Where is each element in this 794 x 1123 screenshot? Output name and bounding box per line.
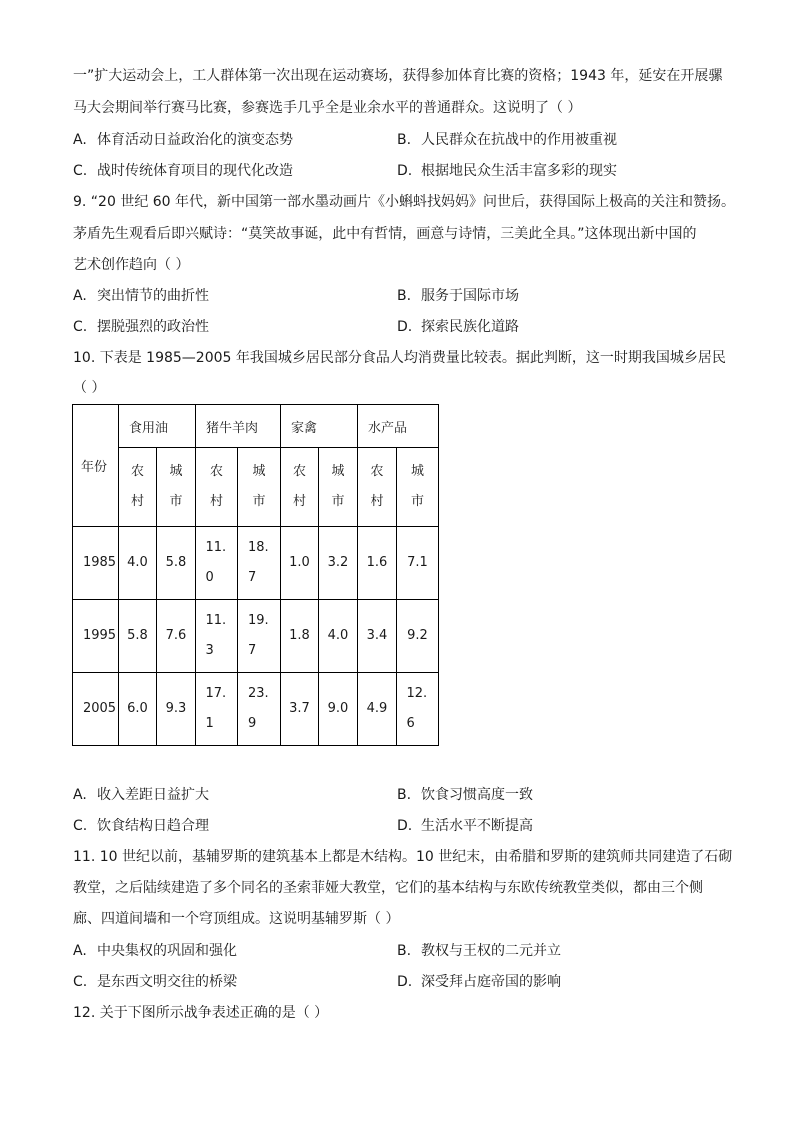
subheader-rural [119, 448, 157, 527]
option-key: D. [397, 818, 413, 834]
q9-option-b[interactable] [397, 286, 519, 306]
table-cell: 6.0 [119, 673, 157, 746]
q12-stem-line-1: 12. 关于下图所示战争表述正确的是（ ） [73, 1005, 329, 1021]
table-cell: 5.8 [119, 600, 157, 673]
subheader-text: 农村 [292, 464, 306, 509]
table-cell [196, 673, 238, 746]
table-row [73, 527, 439, 600]
table-cell: 5.8 [157, 527, 196, 600]
q9-stem-line-1: 9. “20 世纪 60 年代，新中国第一部水墨动画片《小蝌蚪找妈妈》问世后，获得国际上极高的关注和赞扬。 [73, 194, 736, 210]
option-key: B. [397, 132, 412, 148]
subheader-text: 农村 [370, 464, 384, 509]
cell-text: 19.7 [248, 613, 269, 658]
option-key: A. [73, 787, 87, 803]
option-text: 突出情节的曲折性 [97, 288, 209, 304]
option-text: 战时传统体育项目的现代化改造 [97, 163, 293, 179]
q11-option-d[interactable] [397, 972, 561, 992]
option-text: 教权与王权的二元并立 [421, 943, 561, 959]
subheader-rural [358, 448, 397, 527]
q8-option-c[interactable] [73, 161, 293, 181]
subheader-text: 农村 [130, 464, 144, 509]
q10-option-c[interactable] [73, 816, 209, 836]
option-key: B. [397, 288, 412, 304]
option-key: A. [73, 288, 87, 304]
row-year: 1985 [73, 527, 119, 600]
table-cell [196, 600, 238, 673]
option-text: 饮食习惯高度一致 [421, 787, 533, 803]
q9-stem-line-3: 艺术创作趋向（ ） [73, 257, 190, 273]
table-cell [196, 527, 238, 600]
option-text: 摆脱强烈的政治性 [97, 319, 209, 335]
subheader-urban [238, 448, 281, 527]
q10-option-a[interactable] [73, 785, 209, 805]
option-text: 是东西文明交往的桥梁 [97, 974, 237, 990]
subheader-rural [281, 448, 319, 527]
option-key: B. [397, 787, 412, 803]
q11-stem-line-2: 教堂，之后陆续建造了多个同名的圣索菲娅大教堂，它们的基本结构与东欧传统教堂类似，都由三个侧 [73, 880, 703, 896]
option-key: A. [73, 943, 87, 959]
subheader-urban [157, 448, 196, 527]
q11-option-b[interactable] [397, 941, 561, 961]
option-text: 中央集权的巩固和强化 [97, 943, 237, 959]
q11-option-a[interactable] [73, 941, 237, 961]
q9-option-d[interactable] [397, 317, 519, 337]
table-cell [238, 600, 281, 673]
q9-option-a[interactable] [73, 286, 209, 306]
option-key: C. [73, 974, 88, 990]
row-year: 1995 [73, 600, 119, 673]
subheader-text: 城市 [252, 464, 266, 509]
table-row [73, 673, 439, 746]
q8-option-b[interactable] [397, 130, 617, 150]
subheader-text: 城市 [169, 464, 183, 509]
table-cell: 1.8 [281, 600, 319, 673]
option-key: A. [73, 132, 87, 148]
option-key: D. [397, 163, 413, 179]
q11-stem-line-3: 廊、四道间墙和一个穹顶组成。这说明基辅罗斯（ ） [73, 911, 400, 927]
table-cell: 3.4 [358, 600, 397, 673]
table-cell: 9.3 [157, 673, 196, 746]
option-key: B. [397, 943, 412, 959]
cell-text: 12.6 [406, 686, 428, 731]
option-key: C. [73, 818, 88, 834]
table-cell: 1.0 [281, 527, 319, 600]
option-key: C. [73, 319, 88, 335]
option-key: D. [397, 974, 413, 990]
q10-option-d[interactable] [397, 816, 533, 836]
q11-option-c[interactable] [73, 972, 237, 992]
q8-option-d[interactable] [397, 161, 617, 181]
q10-option-b[interactable] [397, 785, 533, 805]
q8-stem-line-1: 一”扩大运动会上，工人群体第一次出现在运动赛场，获得参加体育比赛的资格；1943 年，延安在开展骡 [73, 68, 723, 84]
table-cell: 4.0 [119, 527, 157, 600]
table-cell [238, 527, 281, 600]
subheader-urban [319, 448, 358, 527]
option-text: 人民群众在抗战中的作用被重视 [421, 132, 617, 148]
q8-option-a[interactable] [73, 130, 293, 150]
option-text: 深受拜占庭帝国的影响 [421, 974, 561, 990]
q11-stem-line-1: 11. 10 世纪以前，基辅罗斯的建筑基本上都是木结构。10 世纪末，由希腊和罗斯的建筑师共同建造了石砌 [73, 849, 733, 865]
table-cell: 4.9 [358, 673, 397, 746]
table-cell: 4.0 [319, 600, 358, 673]
option-text: 收入差距日益扩大 [97, 787, 209, 803]
subheader-rural [196, 448, 238, 527]
q10-stem-line-2: （ ） [73, 380, 106, 396]
table-cell: 3.2 [319, 527, 358, 600]
cell-text: 18.7 [248, 540, 269, 585]
subheader-text: 城市 [410, 464, 424, 509]
table-cell: 1.6 [358, 527, 397, 600]
table-cell: 3.7 [281, 673, 319, 746]
table-cell: 7.6 [157, 600, 196, 673]
option-text: 生活水平不断提高 [421, 818, 533, 834]
option-text: 体育活动日益政治化的演变态势 [97, 132, 293, 148]
option-text: 服务于国际市场 [421, 288, 519, 304]
q9-option-c[interactable] [73, 317, 209, 337]
option-key: D. [397, 319, 413, 335]
q10-stem-line-1: 10. 下表是 1985—2005 年我国城乡居民部分食品人均消费量比较表。据此判断，这一时期我国城乡居民 [73, 350, 726, 366]
header-category-meat: 猪牛羊肉 [196, 405, 281, 448]
subheader-text: 农村 [209, 464, 223, 509]
table-cell: 7.1 [397, 527, 439, 600]
option-text: 饮食结构日趋合理 [97, 818, 209, 834]
consumption-table [72, 404, 439, 746]
header-year: 年份 [73, 405, 119, 527]
table-cell: 9.2 [397, 600, 439, 673]
row-year: 2005 [73, 673, 119, 746]
table-cell [397, 673, 439, 746]
header-category-oil: 食用油 [119, 405, 196, 448]
cell-text: 23.9 [248, 686, 269, 731]
subheader-urban [397, 448, 439, 527]
option-text: 探索民族化道路 [421, 319, 519, 335]
option-text: 根据地民众生活丰富多彩的现实 [421, 163, 617, 179]
header-category-aquatic: 水产品 [358, 405, 439, 448]
cell-text: 11.3 [205, 613, 227, 658]
table-cell: 9.0 [319, 673, 358, 746]
table-cell [238, 673, 281, 746]
header-category-poultry: 家禽 [281, 405, 358, 448]
option-key: C. [73, 163, 88, 179]
q9-stem-line-2: 茅盾先生观看后即兴赋诗：“莫笑故事诞，此中有哲情，画意与诗情，三美此全具。”这体现出新中国的 [73, 226, 697, 242]
cell-text: 17.1 [205, 686, 227, 731]
q8-stem-line-2: 马大会期间举行赛马比赛，参赛选手几乎全是业余水平的普通群众。这说明了（ ） [73, 100, 582, 116]
table-row [73, 600, 439, 673]
cell-text: 11.0 [205, 540, 227, 585]
subheader-text: 城市 [331, 464, 345, 509]
